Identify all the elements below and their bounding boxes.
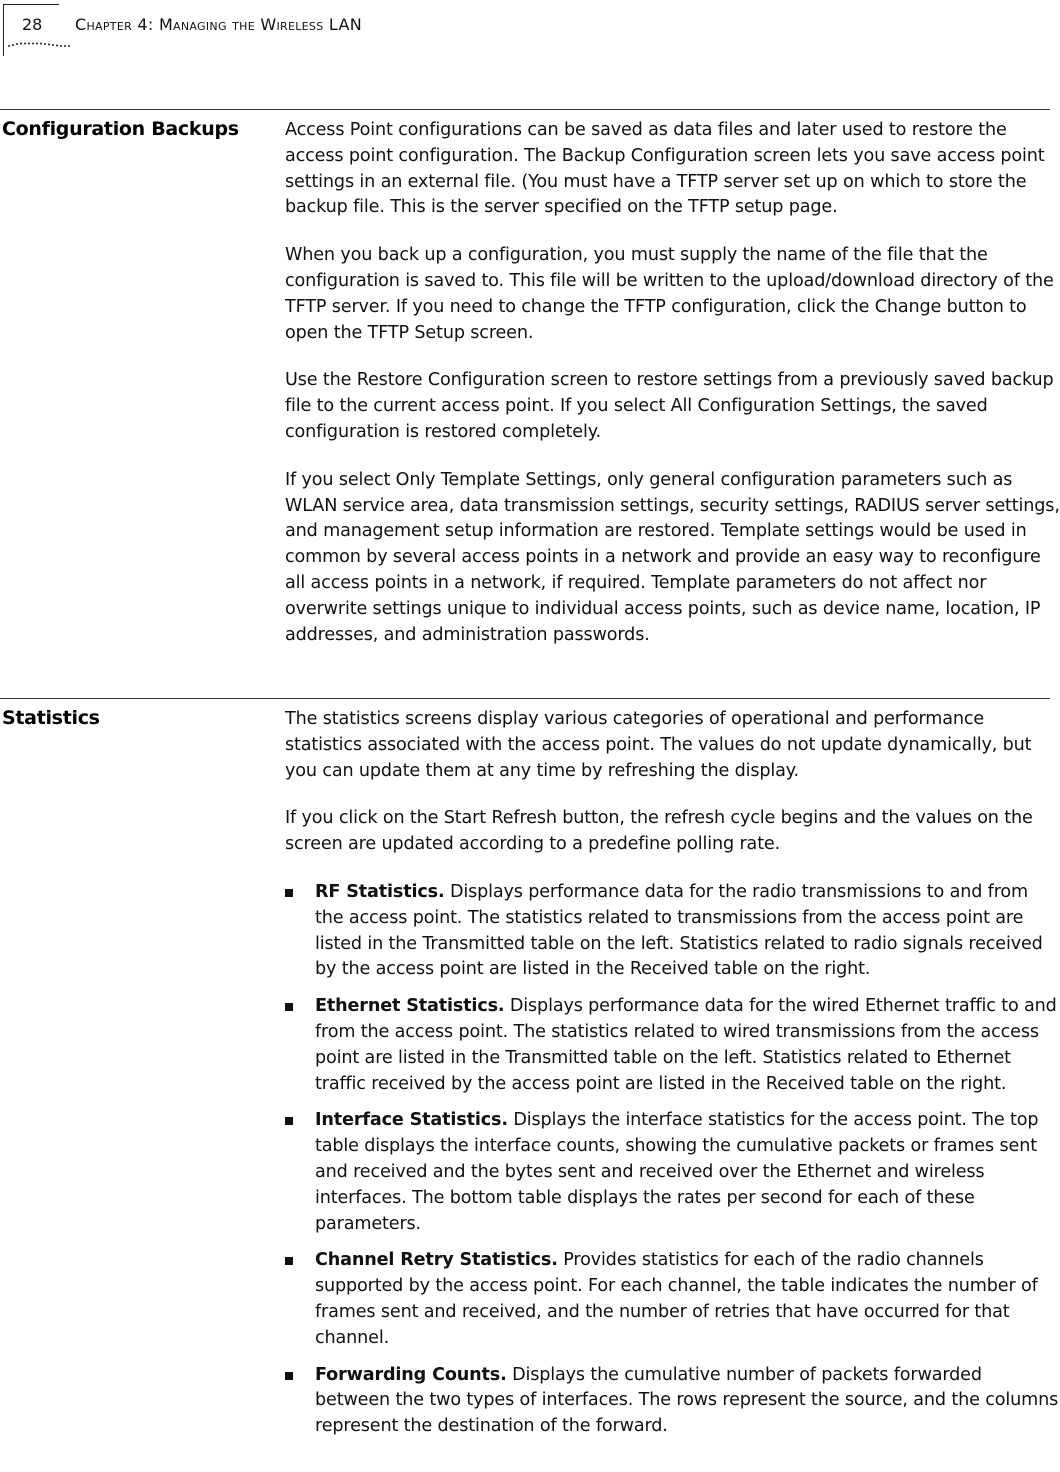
- bullet-term: Ethernet Statistics.: [315, 996, 505, 1017]
- bullet-text: Provides statistics for each of the radio channels supported by the access point. For each channel, the table indicates the number of frames sent and received, and the number of retries that have occurred for that channel.: [315, 1250, 1038, 1348]
- bullet-term: Forwarding Counts.: [315, 1364, 507, 1385]
- paragraph: The statistics screens display various categories of operational and performance statistics associated with the access point. The values do not update dynamically, but you can update them at any time by refreshing the display.: [285, 709, 1032, 781]
- list-item-channel-retry-statistics: [285, 1248, 1060, 1351]
- header-corner-horizontal-rule: [3, 4, 59, 5]
- square-bullet-icon: [285, 1257, 293, 1265]
- page-number: 28: [22, 15, 43, 34]
- square-bullet-icon: [285, 1003, 293, 1011]
- paragraph: If you select Only Template Settings, only general configuration parameters such as WLAN service area, data transmission settings, security settings, RADIUS server settings, and management setup information are restored. Template settings would be used in common by several access points in a network and provide an easy way to reconfigure all access points in a network, if required. Template parameters do not affect nor overwrite settings unique to individual access points, such as device name, location, IP addresses, and administration passwords.: [285, 469, 1060, 645]
- running-head: Chapter 4: Managing the Wireless LAN: [75, 15, 362, 34]
- paragraph: Access Point configurations can be saved as data files and later used to restore the access point configuration. The Backup Configuration screen lets you save access point settings in an external file. (You must have a TFTP server set up on which to store the backup file. This is the server specified on the TFTP setup page.: [285, 120, 1045, 218]
- bullet-text: Displays the cumulative number of packets forwarded between the two types of interfaces. The rows represent the source, and the columns represent the destination of the forward.: [315, 1364, 1059, 1437]
- header-corner-vertical-rule: [3, 4, 4, 56]
- page-header: [0, 0, 1060, 60]
- bullet-term: Channel Retry Statistics.: [315, 1250, 558, 1271]
- header-dotted-ornament: [7, 40, 77, 48]
- section-heading: Statistics: [2, 707, 100, 729]
- list-item-interface-statistics: [285, 1108, 1060, 1237]
- bullet-term: RF Statistics.: [315, 881, 445, 902]
- section-body: [285, 118, 1060, 648]
- square-bullet-icon: [285, 889, 293, 897]
- section-heading: Configuration Backups: [2, 118, 239, 140]
- bullet-text: Displays performance data for the wired Ethernet traffic to and from the access point. The statistics related to wired transmissions from the access point are listed in the Transmitted table on the left. Statistics related to Ethernet traffic received by the access point are listed in the Received table on the right.: [315, 996, 1057, 1094]
- list-item-forwarding-counts: [285, 1363, 1060, 1440]
- statistics-bullet-list: [285, 880, 1060, 1440]
- section-body: [285, 707, 1060, 1451]
- bullet-term: Interface Statistics.: [315, 1110, 508, 1131]
- list-item-rf-statistics: [285, 880, 1060, 983]
- square-bullet-icon: [285, 1117, 293, 1125]
- section-divider: [0, 698, 1050, 699]
- list-item-ethernet-statistics: [285, 994, 1060, 1097]
- bullet-text: Displays the interface statistics for the access point. The top table displays the interface counts, showing the cumulative packets or frames sent and received and the bytes sent and received over the Ethernet and wireless interfaces. The bottom table displays the rates per second for each of these parameters.: [315, 1110, 1039, 1234]
- section-divider: [0, 109, 1050, 110]
- paragraph: Use the Restore Configuration screen to restore settings from a previously saved backup file to the current access point. If you select All Configuration Settings, the saved configuration is restored completely.: [285, 370, 1054, 442]
- square-bullet-icon: [285, 1372, 293, 1380]
- paragraph: If you click on the Start Refresh button, the refresh cycle begins and the values on the screen are updated according to a predefine polling rate.: [285, 808, 1033, 855]
- paragraph: When you back up a configuration, you must supply the name of the file that the configuration is saved to. This file will be written to the upload/download directory of the TFTP server. If you need to change the TFTP configuration, click the Change button to open the TFTP Setup screen.: [285, 245, 1054, 343]
- bullet-text: Displays performance data for the radio transmissions to and from the access point. The statistics related to transmissions from the access point are listed in the Transmitted table on the left. Statistics related to radio signals received by the access point are listed in the Received table on the right.: [315, 881, 1043, 980]
